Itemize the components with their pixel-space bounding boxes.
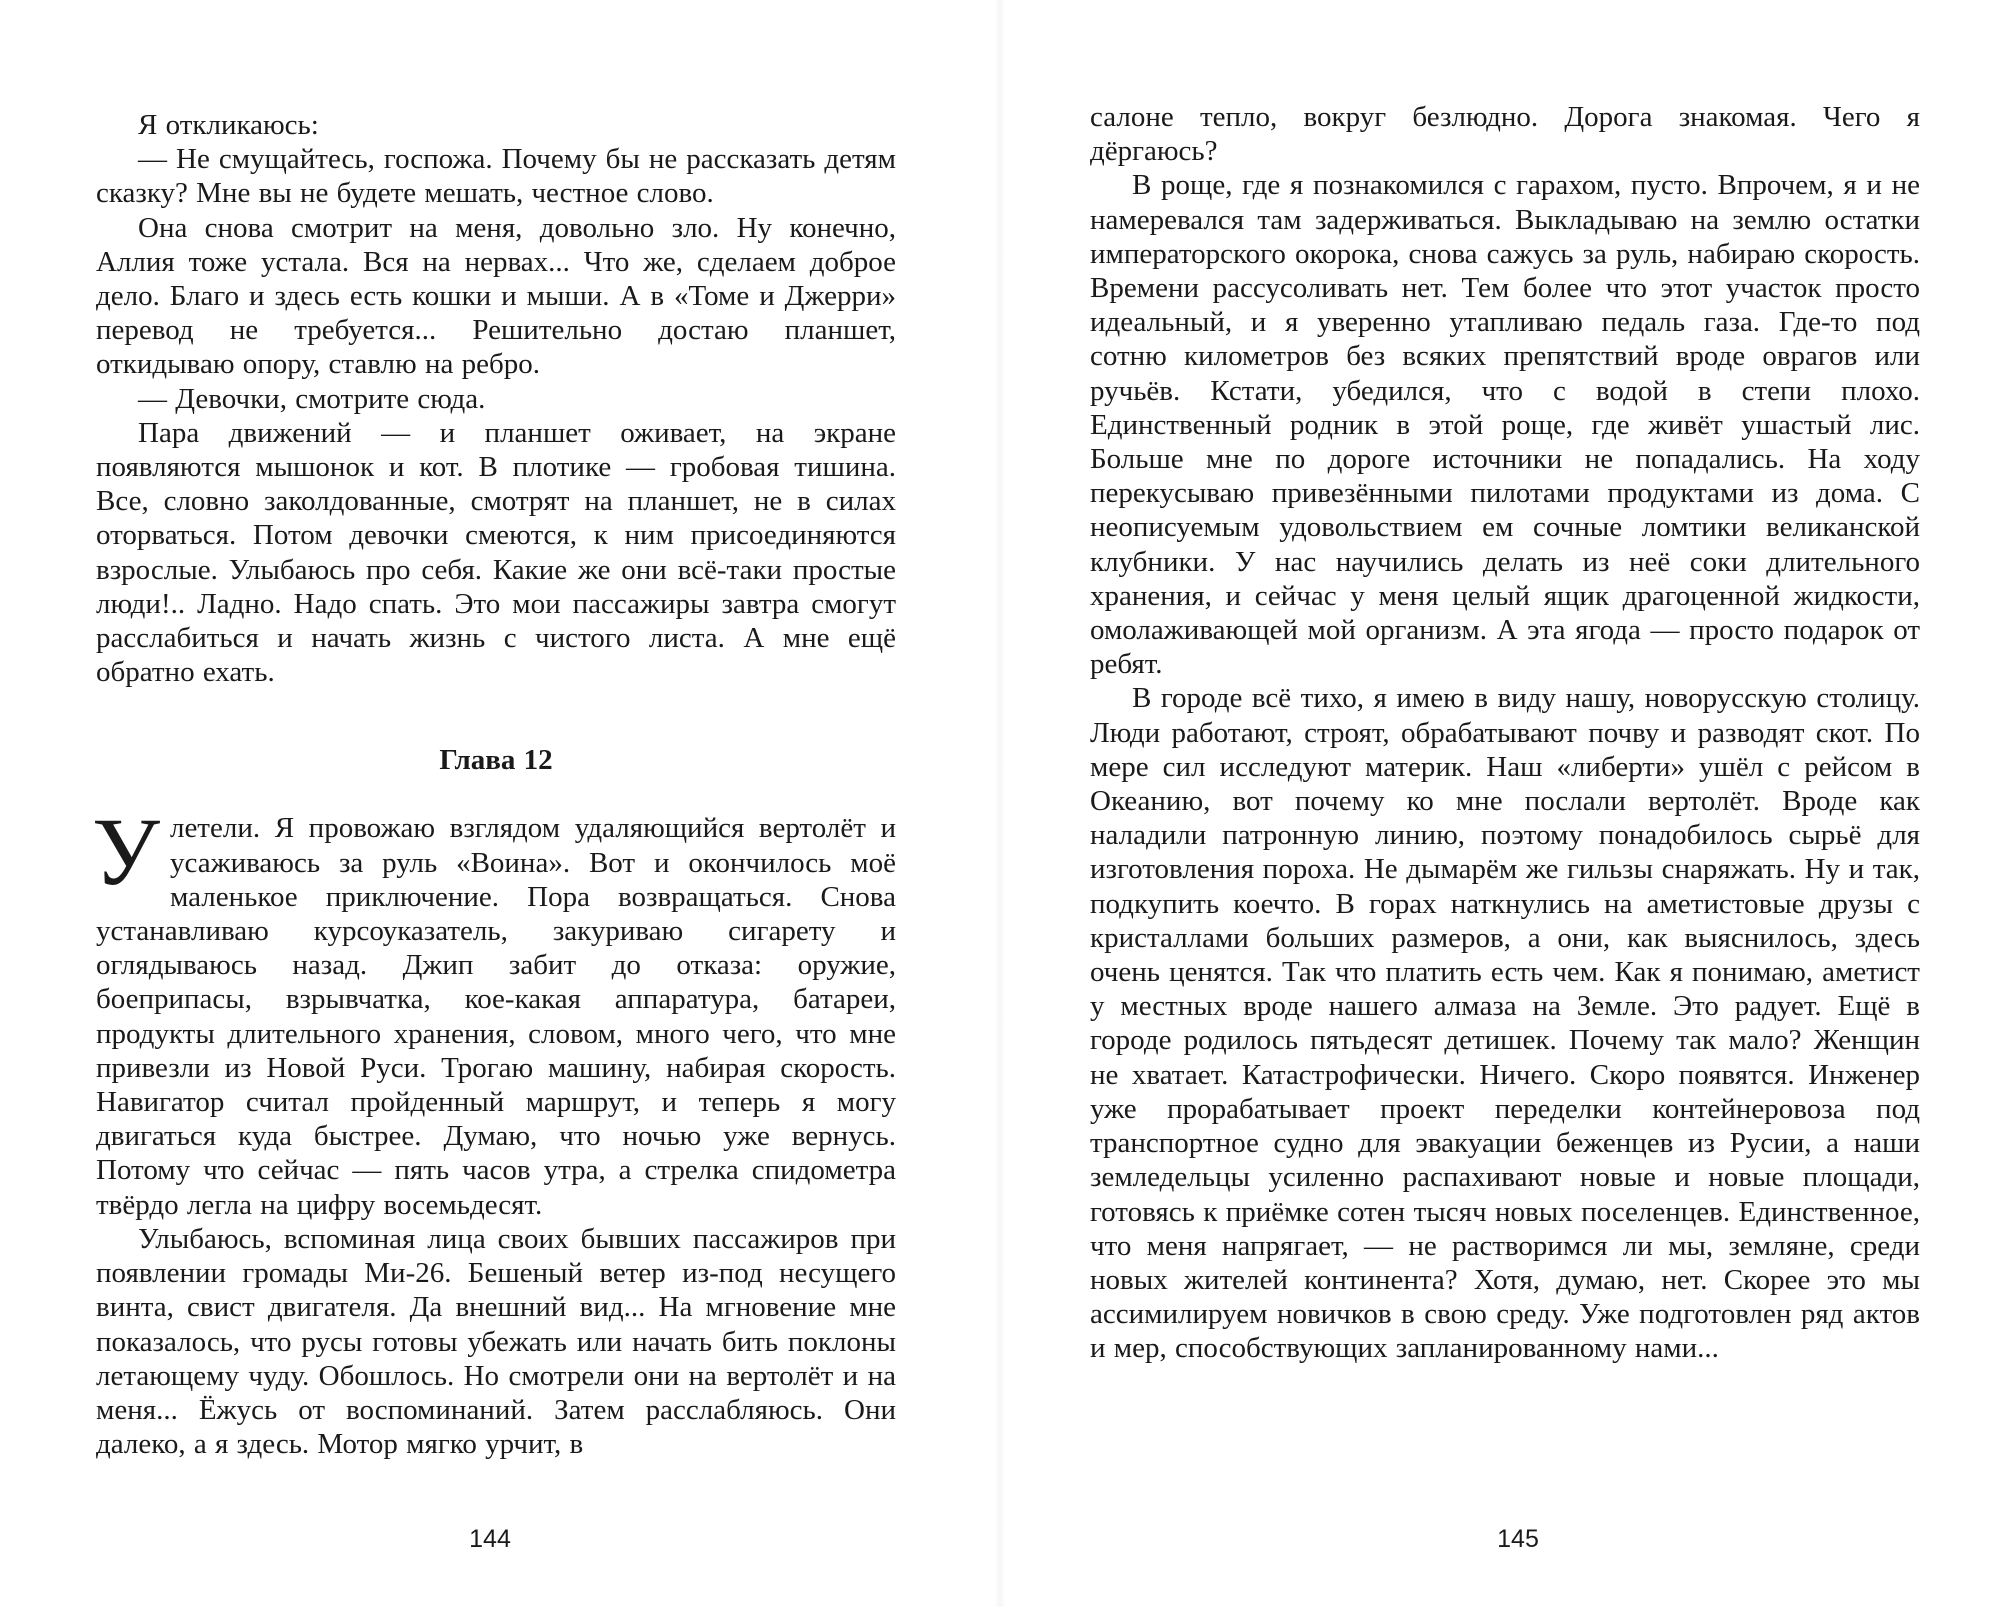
- paragraph: Улыбаюсь, вспоминая лица своих бывших пассажиров при появлении громады Ми-26. Бешеный ветер из-под несущего винта, свист двигателя. Да внешний вид... На мгновение мне показалось, что русы готовы убежать или начать бить поклоны летающему чуду. Обошлось. Но смотрели они на вертолёт и на меня... Ёжусь от воспоминаний. Затем расслабляюсь. Они далеко, а я здесь. Мотор мягко урчит, в: [96, 1222, 896, 1461]
- chapter-title: Глава 12: [439, 744, 553, 777]
- dropcap-paragraph-text: летели. Я провожаю взглядом удаляющийся вертолёт и усаживаюсь за руль «Воина». Вот и окончилось моё маленькое приключение. Пора возвращаться. Снова устанавливаю курсоуказатель, закуриваю сигарету и оглядываюсь назад. Джип забит до отказа: оружие, боеприпасы, взрывчатка, кое-какая аппаратура, батареи, продукты длительного хранения, словом, много чего, что мне привезли из Новой Руси. Трогаю машину, набирая скорость. Навигатор считал пройденный маршрут, и теперь я могу двигаться куда быстрее. Думаю, что ночью уже вернусь. Потому что сейчас — пять часов утра, а стрелка спидометра твёрдо легла на цифру восемьдесят.: [96, 812, 896, 1221]
- paragraph: — Не смущайтесь, госпожа. Почему бы не рассказать детям сказку? Мне вы не будете мешать, честное слово.: [96, 143, 896, 210]
- paragraph-continuation: салоне тепло, вокруг безлюдно. Дорога знакомая. Чего я дёргаюсь?: [1090, 101, 1920, 168]
- paragraph: — Девочки, смотрите сюда.: [138, 382, 486, 415]
- paragraph: Она снова смотрит на меня, довольно зло. Ну конечно, Аллия тоже устала. Вся на нервах... Что же, сделаем доброе дело. Благо и здесь есть кошки и мыши. А в «Томе и Джерри» перевод не требуется... Решительно достаю планшет, откидываю опору, ставлю на ребро.: [96, 211, 896, 381]
- left-page-text: [92, 108, 896, 1461]
- page-number-right: 145: [1497, 1525, 1539, 1553]
- dropcap-paragraph: [92, 798, 896, 1221]
- paragraph: Я откликаюсь:: [138, 109, 319, 141]
- paragraph: В городе всё тихо, я имею в виду нашу, новорусскую столицу. Люди работают, строят, обрабатывают почву и разводят скот. По мере сил исследуют материк. Наш «либерти» ушёл с рейсом в Океанию, вот почему ко мне послали вертолёт. Вроде как наладили патронную линию, поэтому понадобилось сырьё для изготовления пороха. Не дымарём же гильзы снаряжать. Ну и так, подкупить коечто. В горах наткнулись на аметистовые друзы с кристаллами больших размеров, а они, как выяснилось, здесь очень ценятся. Так что платить есть чем. Как я понимаю, аметист у местных вроде нашего алмаза на Земле. Это радует. Ещё в городе родилось пятьдесят детишек. Почему так мало? Женщин не хватает. Катастрофически. Ничего. Скоро появятся. Инженер уже прорабатывает проект переделки контейнеровоза под транспортное судно для эвакуации беженцев из Русии, а наши земледельцы усиленно распахивают новые и новые площади, готовясь к приёмке сотен тысяч новых поселенцев. Единственное, что меня напрягает, — не растворимся ли мы, земляне, среди новых жителей континента? Хотя, думаю, нет. Скорее это мы ассимилируем новичков в свою среду. Уже подготовлен ряд актов и мер, способствующих запланированному нами...: [1090, 682, 1920, 1365]
- right-page: [1000, 0, 2000, 1607]
- paragraph: В роще, где я познакомился с гарахом, пусто. Впрочем, я и не намеревался там задерживаться. Выкладываю на землю остатки императорского окорока, снова сажусь за руль, набираю скорость. Времени рассусоливать нет. Тем более что этот участок просто идеальный, и я уверенно утапливаю педаль газа. Где-то под сотню километров без всяких препятствий вроде оврагов или ручьёв. Кстати, убедился, что с водой в степи плохо. Единственный родник в этой роще, где живёт ушастый лис. Больше мне по дороге источники не попадались. На ходу перекусываю привезёнными пилотами продуктами из дома. С неописуемым удовольствием ем сочные ломтики великанской клубники. У нас научились делать из неё соки длительного хранения, и сейчас у меня целый ящик драгоценной жидкости, омолаживающей мой организм. А эта ягода — просто подарок от ребят.: [1090, 169, 1920, 681]
- right-page-text: [1090, 100, 1920, 1366]
- page-number-left: 144: [469, 1525, 511, 1553]
- paragraph: Пара движений — и планшет оживает, на экране появляются мышонок и кот. В плотике — гробовая тишина. Все, словно заколдованные, смотрят на планшет, не в силах оторваться. Потом девочки смеются, к ним присоединяются взрослые. Улыбаюсь про себя. Какие же они всё-таки простые люди!.. Ладно. Надо спать. Это мои пассажиры завтра смогут расслабиться и начать жизнь с чистого листа. А мне ещё обратно ехать.: [96, 416, 896, 689]
- dropcap-letter: У: [92, 798, 160, 906]
